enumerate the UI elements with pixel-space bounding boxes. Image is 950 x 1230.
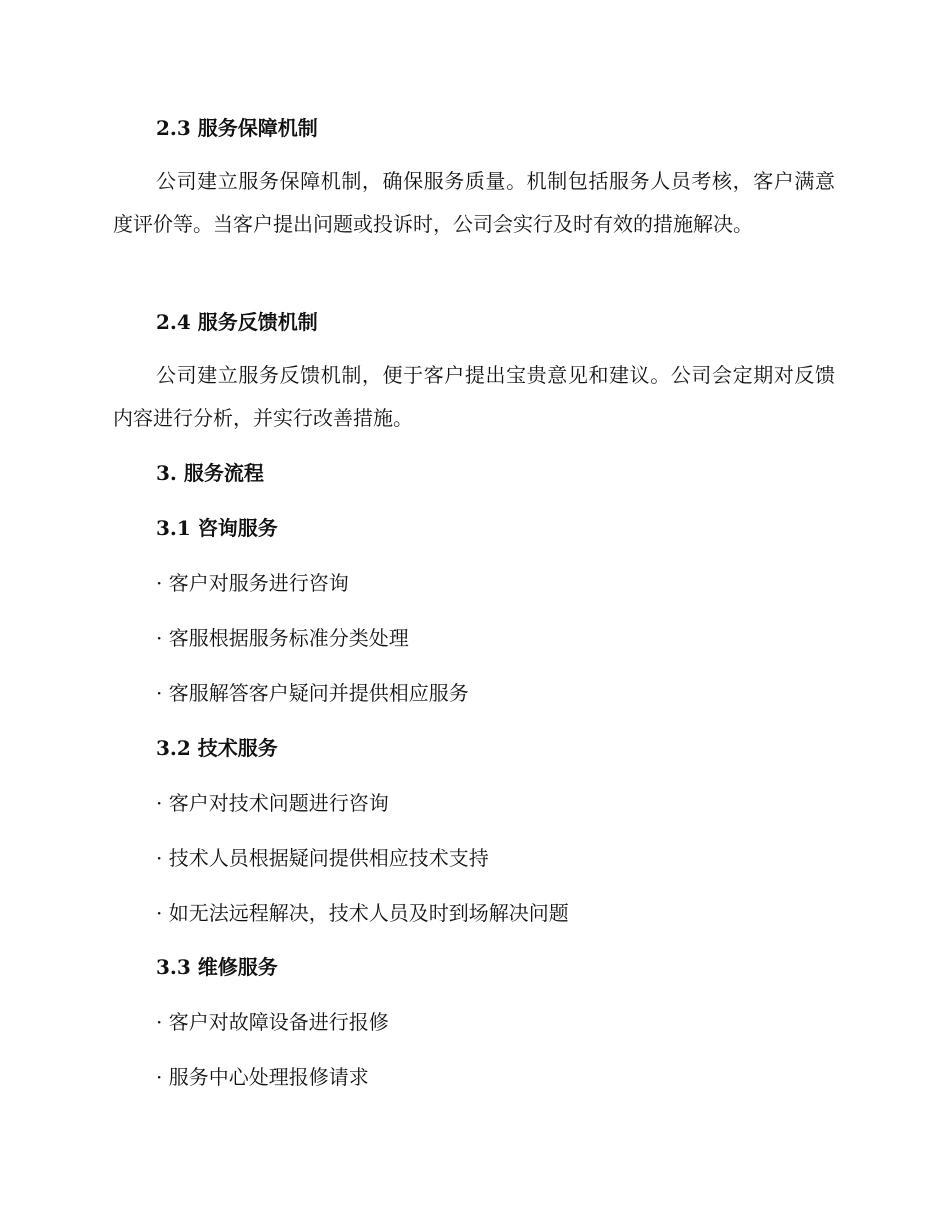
section-heading-3-2: 3.2 技术服务 [156, 736, 278, 760]
section-heading-2-4: 2.4 服务反馈机制 [156, 310, 318, 334]
list-item: · 客户对故障设备进行报修 [156, 1010, 389, 1034]
section-heading-3-1: 3.1 咨询服务 [156, 516, 278, 540]
section-paragraph-2-4: 公司建立服务反馈机制，便于客户提出宝贵意见和建议。公司会定期对反馈内容进行分析，并实行改善措施。 [113, 363, 835, 430]
list-item: · 技术人员根据疑问提供相应技术支持 [156, 846, 489, 870]
list-item: · 客服根据服务标准分类处理 [156, 626, 409, 650]
section-heading-2-3: 2.3 服务保障机制 [156, 116, 318, 140]
list-item: · 如无法远程解决，技术人员及时到场解决问题 [156, 901, 569, 925]
list-item: · 客户对技术问题进行咨询 [156, 791, 389, 815]
list-item: · 客户对服务进行咨询 [156, 571, 349, 595]
section-paragraph-2-3: 公司建立服务保障机制，确保服务质量。机制包括服务人员考核，客户满意度评价等。当客户提出问题或投诉时，公司会实行及时有效的措施解决。 [113, 169, 835, 236]
section-heading-3-3: 3.3 维修服务 [156, 955, 278, 979]
list-item: · 客服解答客户疑问并提供相应服务 [156, 681, 469, 705]
section-heading-3: 3. 服务流程 [156, 461, 264, 485]
list-item: · 服务中心处理报修请求 [156, 1065, 369, 1089]
